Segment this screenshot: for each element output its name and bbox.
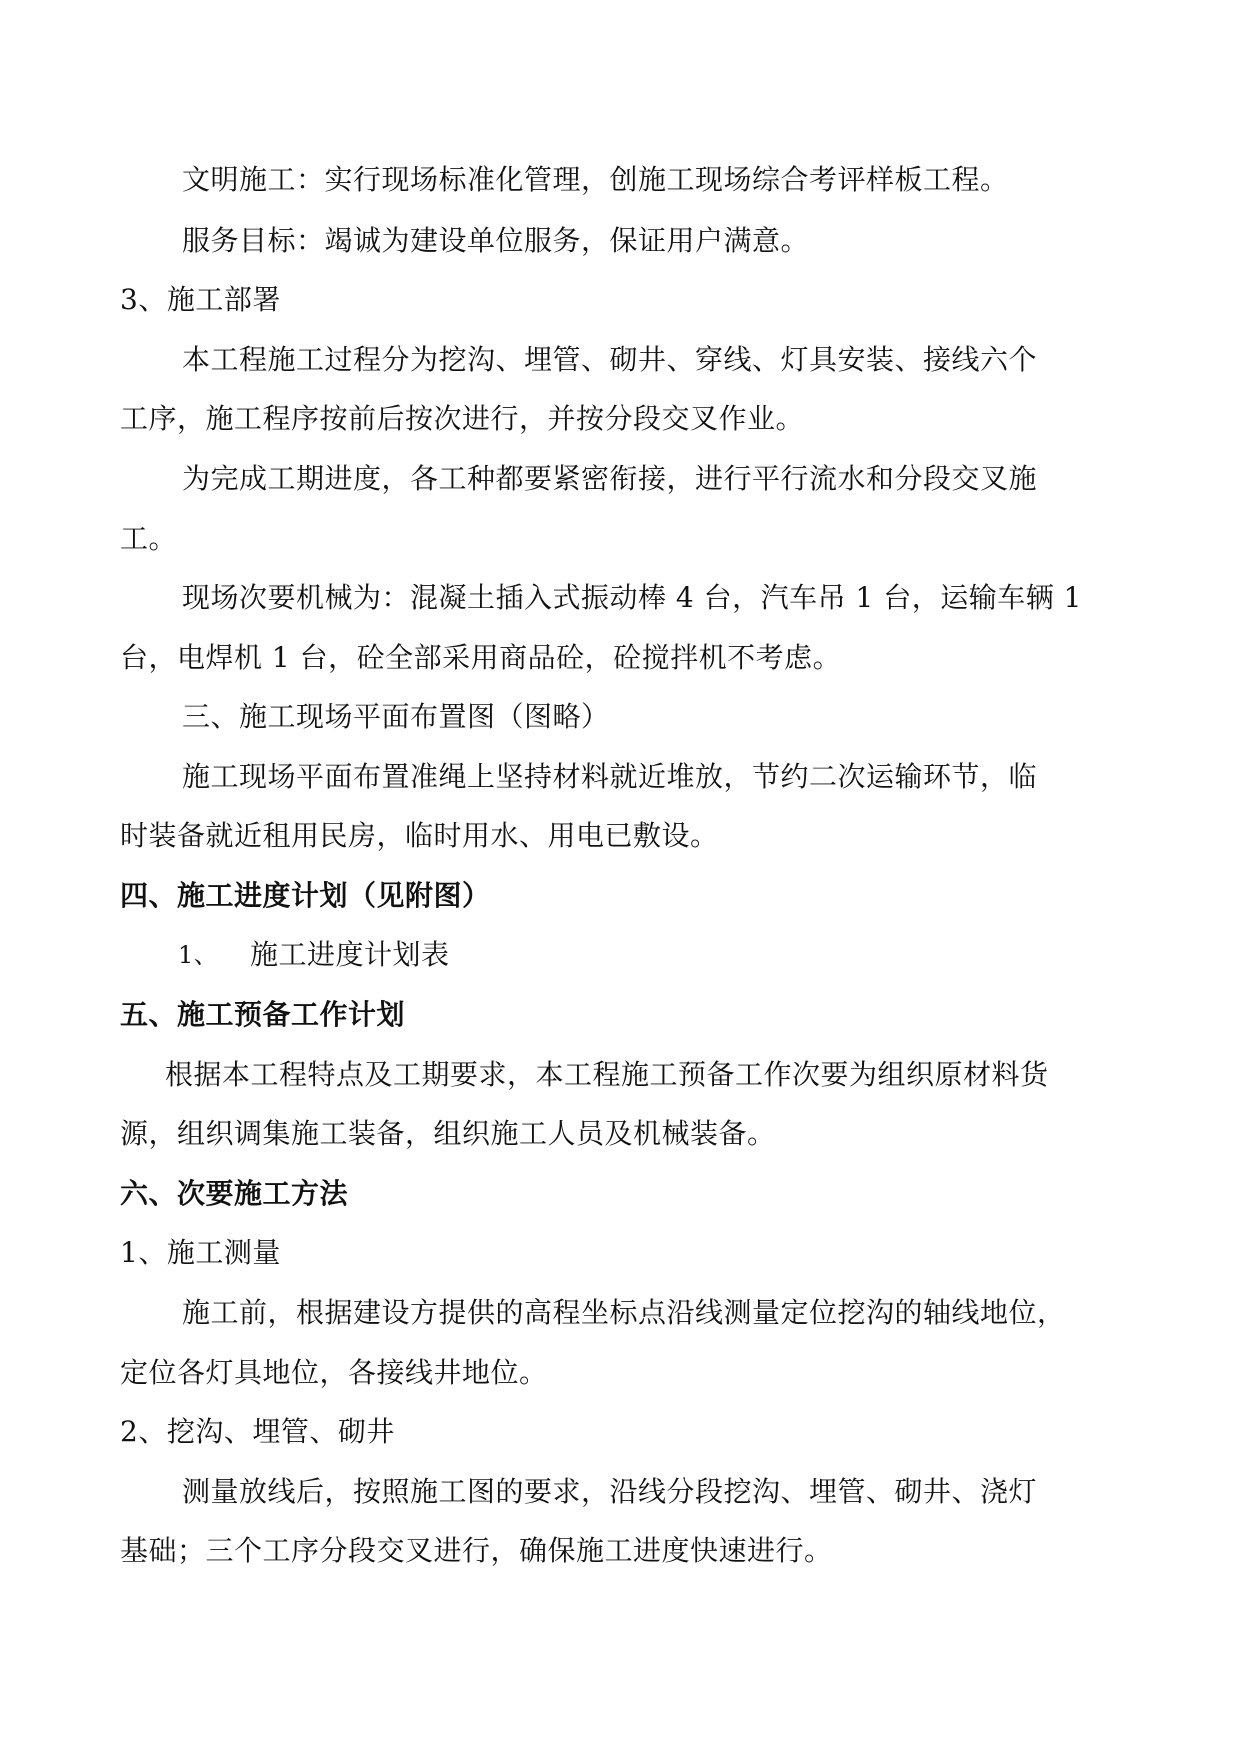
paragraph-machinery-line-2: 台，电焊机 1 台，砼全部采用商品砼，砼搅拌机不考虑。 (120, 641, 842, 674)
paragraph-layout-line-2: 时装备就近租用民房，临时用水、用电已敷设。 (120, 819, 719, 852)
paragraph-preparation-line-1: 根据本工程特点及工期要求，本工程施工预备工作次要为组织原材料货 (165, 1058, 1049, 1091)
paragraph-process-line-2: 工序，施工程序按前后按次进行，并按分段交叉作业。 (120, 402, 805, 435)
section-heading-preparation: 五、施工预备工作计划 (120, 998, 406, 1031)
paragraph-schedule-line-2: 工。 (120, 522, 178, 555)
paragraph-schedule-line-1: 为完成工期进度，各工种都要紧密衔接，进行平行流水和分段交叉施 (182, 462, 1038, 495)
paragraph-civilized-construction: 文明施工：实行现场标准化管理，创施工现场综合考评样板工程。 (182, 163, 1009, 196)
subheading-trenching: 2、挖沟、埋管、砌井 (120, 1415, 395, 1448)
paragraph-surveying-line-2: 定位各灯具地位，各接线井地位。 (120, 1356, 548, 1389)
paragraph-trenching-line-2: 基础；三个工序分段交叉进行，确保施工进度快速进行。 (120, 1534, 833, 1567)
paragraph-service-goal: 服务目标：竭诚为建设单位服务，保证用户满意。 (182, 224, 810, 257)
section-heading-schedule: 四、施工进度计划（见附图） (120, 879, 491, 912)
paragraph-machinery-line-1: 现场次要机械为：混凝土插入式振动棒 4 台，汽车吊 1 台，运输车辆 1 (182, 581, 1082, 614)
paragraph-layout-line-1: 施工现场平面布置准绳上坚持材料就近堆放，节约二次运输环节，临 (182, 760, 1038, 793)
paragraph-process-line-1: 本工程施工过程分为挖沟、埋管、砌井、穿线、灯具安装、接线六个 (182, 343, 1038, 376)
list-item-number: 1、 (178, 941, 219, 969)
section-heading-methods: 六、次要施工方法 (120, 1177, 349, 1210)
paragraph-trenching-line-1: 测量放线后，按照施工图的要求，沿线分段挖沟、埋管、砌井、浇灯 (182, 1475, 1038, 1508)
paragraph-surveying-line-1: 施工前，根据建设方提供的高程坐标点沿线测量定位挖沟的轴线地位， (182, 1296, 1066, 1329)
section-heading-deployment: 3、施工部署 (120, 283, 281, 316)
subheading-surveying: 1、施工测量 (120, 1236, 281, 1269)
list-item-schedule-table: 施工进度计划表 (250, 938, 450, 971)
section-heading-site-layout: 三、施工现场平面布置图（图略） (182, 700, 610, 733)
paragraph-preparation-line-2: 源，组织调集施工装备，组织施工人员及机械装备。 (120, 1117, 776, 1150)
